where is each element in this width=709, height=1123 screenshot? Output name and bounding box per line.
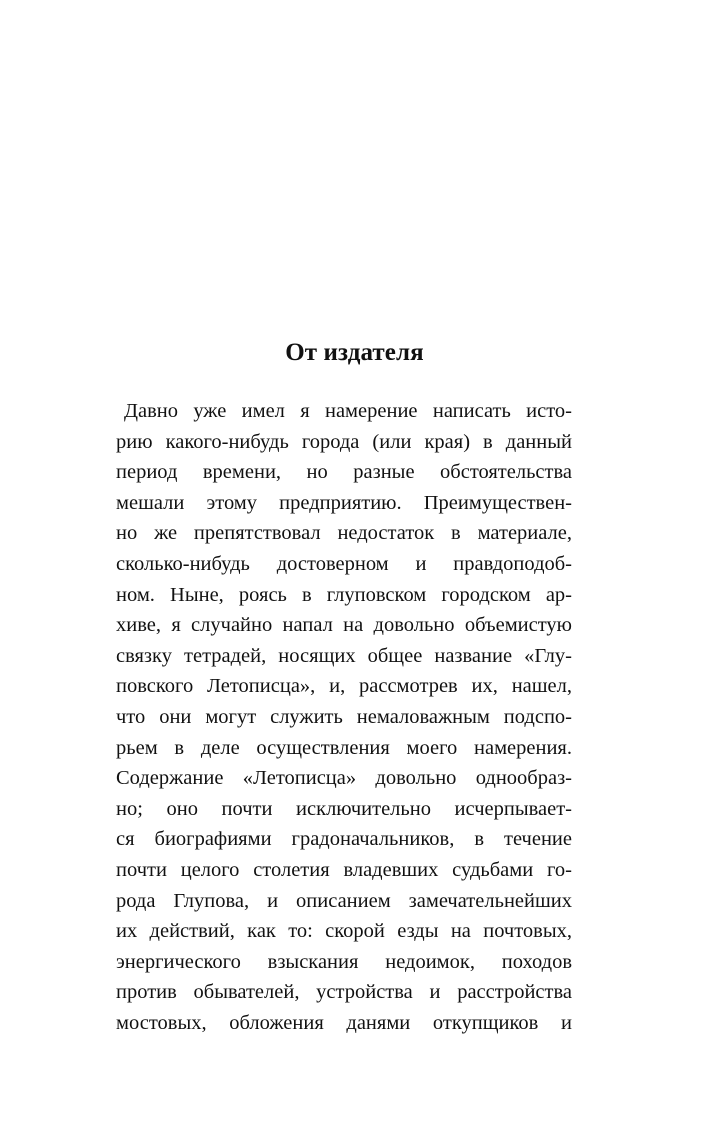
- text-line: повского Летописца», и, рассмотрев их, нашел,: [116, 675, 572, 698]
- text-line: связку тетрадей, носящих общее название «Глу-: [116, 644, 572, 667]
- text-line: ном. Ныне, роясь в глуповском городском ар-: [116, 583, 572, 606]
- text-line: рьем в деле осуществления моего намерения.: [116, 736, 572, 759]
- section-title: От издателя: [285, 339, 424, 366]
- text-line: что они могут служить немаловажным подспо-: [116, 705, 572, 728]
- text-line: но же препятствовал недостаток в материале,: [116, 522, 572, 545]
- text-line: период времени, но разные обстоятельства: [116, 461, 572, 484]
- text-line: мостовых, обложения данями откупщиков и: [116, 1011, 572, 1034]
- text-line: почти целого столетия владевших судьбами го-: [116, 858, 572, 881]
- text-line: рию какого-нибудь города (или края) в данный: [116, 430, 572, 453]
- text-line: против обывателей, устройства и расстройства: [116, 981, 572, 1004]
- text-line: рода Глупова, и описанием замечательнейших: [116, 889, 572, 912]
- text-line: мешали этому предприятию. Преимуществен-: [116, 491, 572, 514]
- text-line: их действий, как то: скорой езды на почтовых,: [116, 920, 572, 943]
- text-line: ся биографиями градоначальников, в течение: [116, 828, 572, 851]
- text-line: но; оно почти исключительно исчерпывает-: [116, 797, 572, 820]
- text-line: Давно уже имел я намерение написать исто-: [124, 400, 572, 422]
- text-line: Содержание «Летописца» довольно однообраз-: [116, 767, 572, 790]
- text-line: энергического взыскания недоимок, походов: [116, 950, 572, 973]
- text-line: хиве, я случайно напал на довольно объемистую: [116, 614, 572, 637]
- body-paragraph: [116, 396, 572, 1038]
- text-line: сколько-нибудь достоверном и правдоподоб-: [116, 552, 572, 575]
